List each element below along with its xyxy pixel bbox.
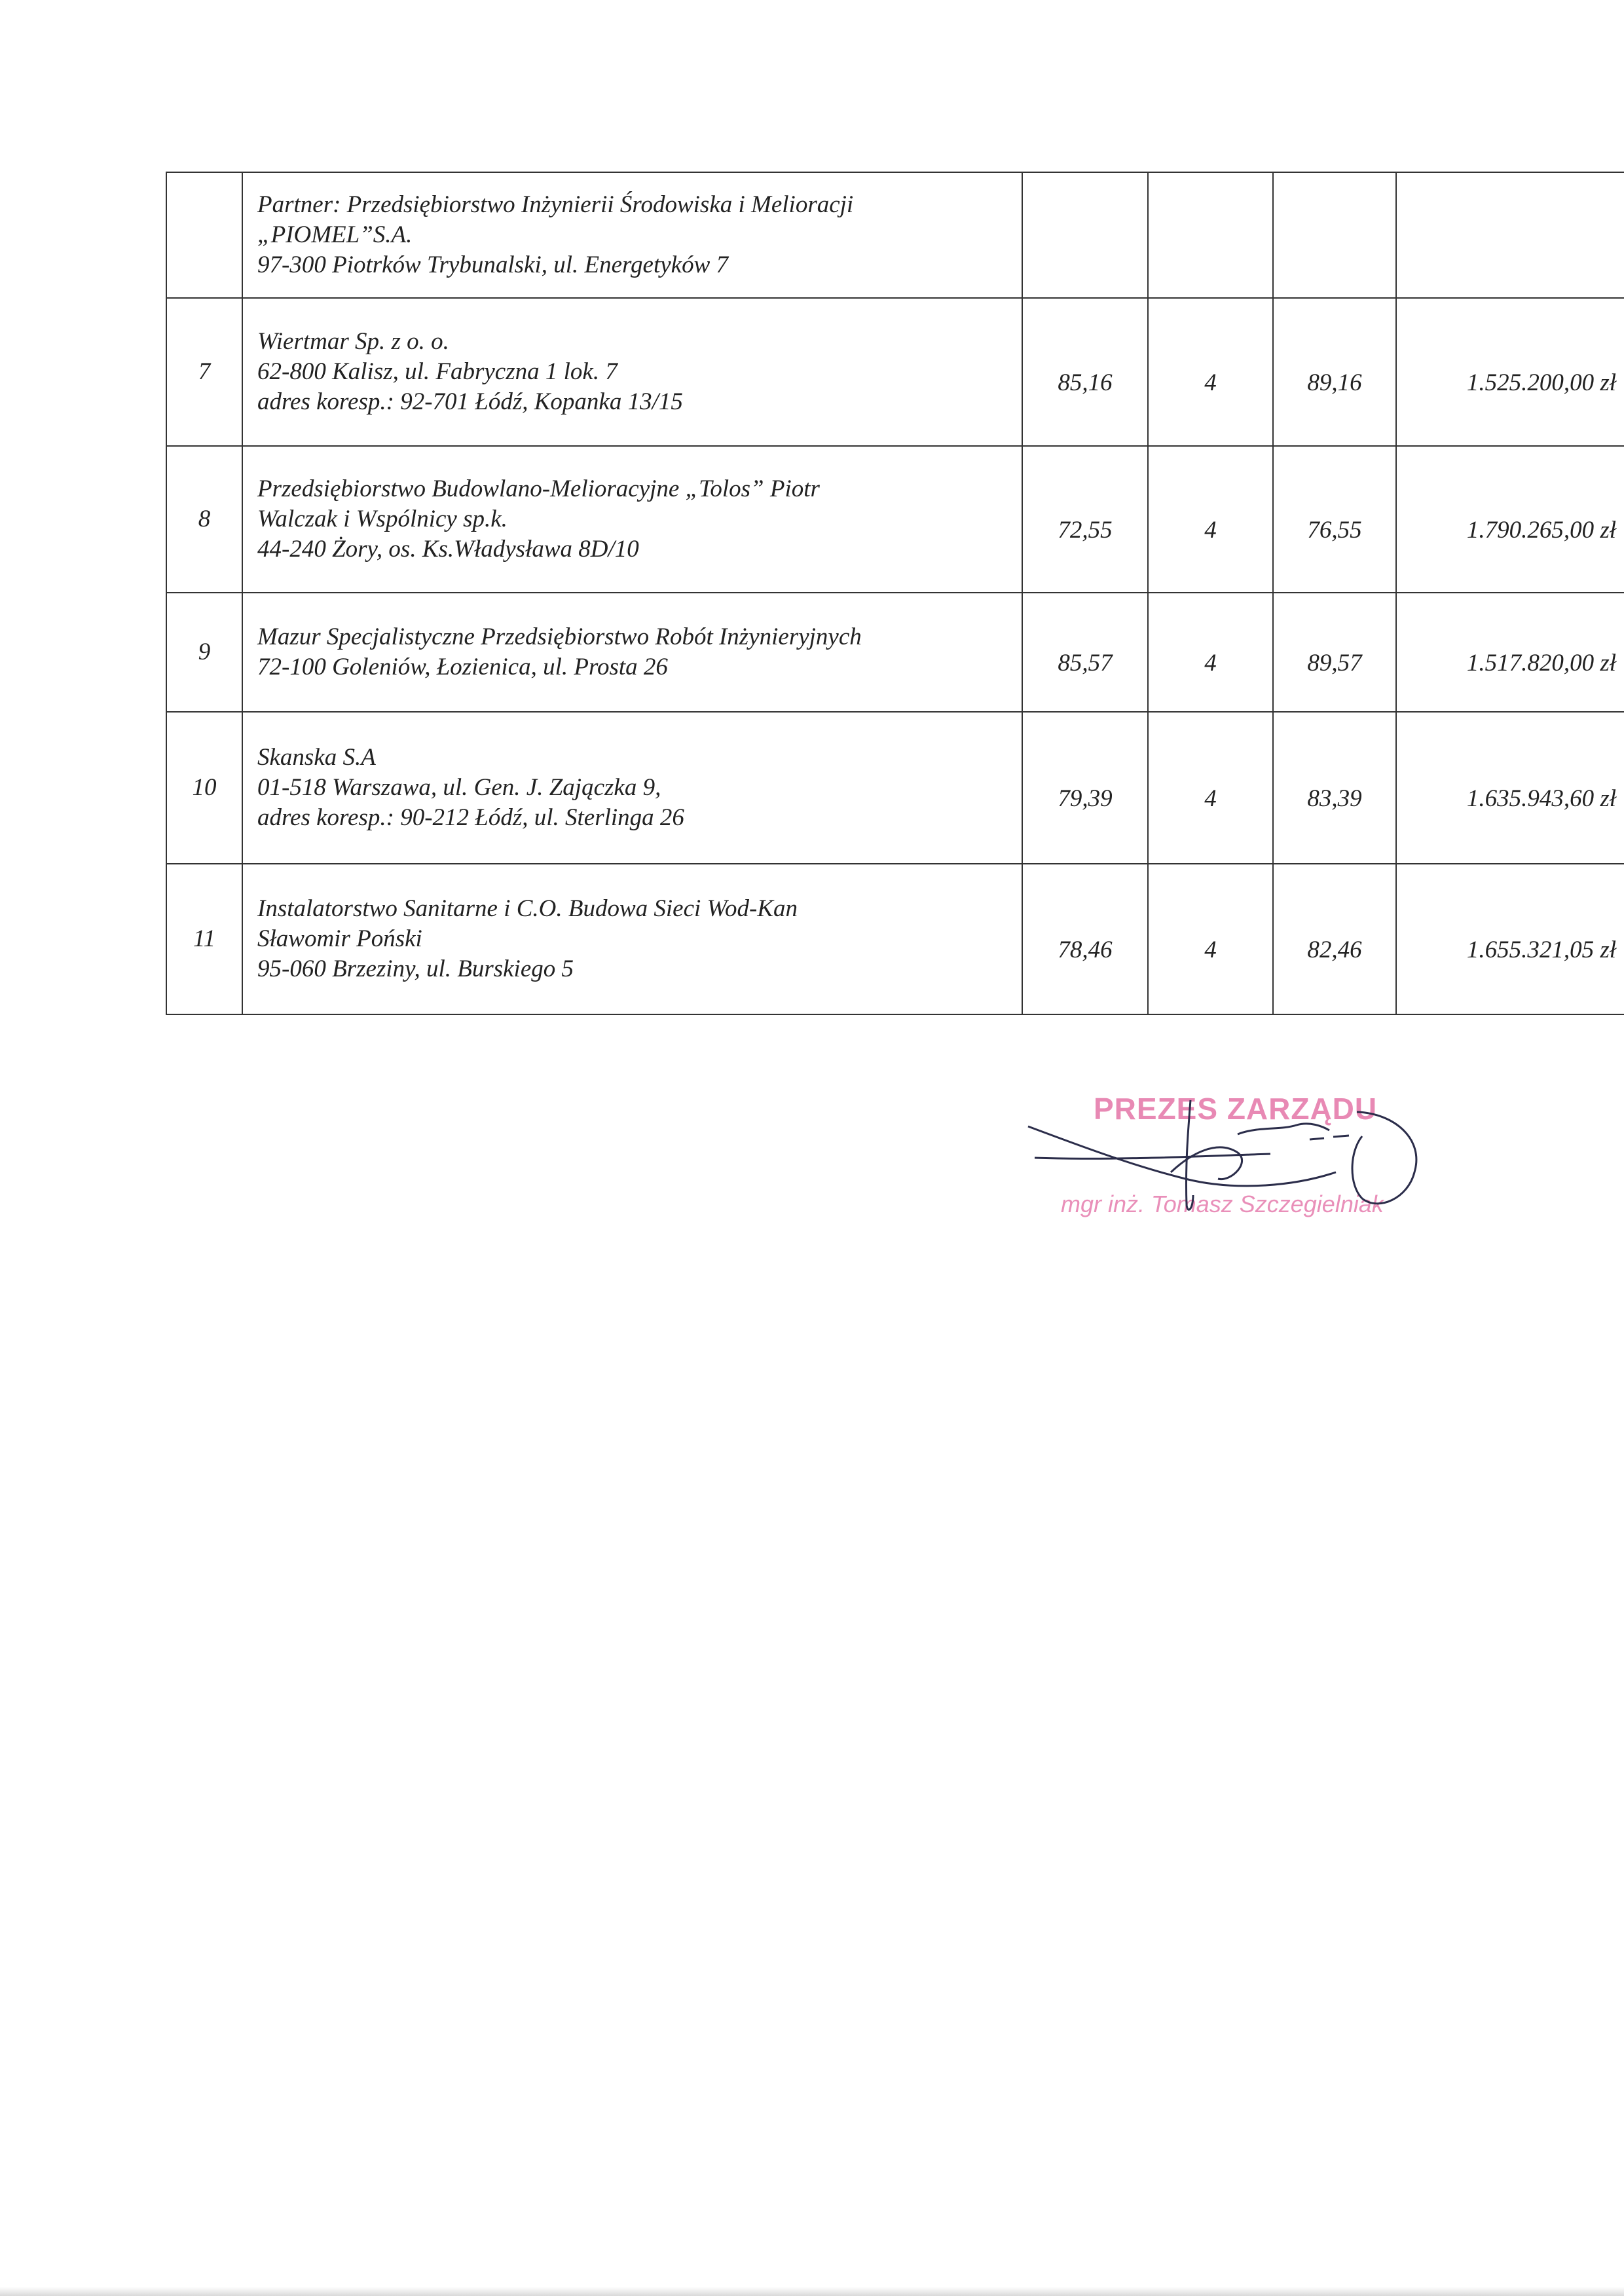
offer-amount: 1.655.321,05 zł: [1396, 864, 1624, 1014]
term-score: 4: [1148, 593, 1273, 712]
offer-amount: 1.517.820,00 zł: [1396, 593, 1624, 712]
row-number: 10: [166, 712, 242, 864]
row-number: [166, 172, 242, 298]
page-edge: [0, 2287, 1624, 2296]
bidder-cell: [242, 864, 1022, 1014]
term-score: 4: [1148, 298, 1273, 446]
total-score: 89,16: [1273, 298, 1396, 446]
offers-table: [166, 172, 1624, 1015]
table-row: [166, 864, 1624, 1014]
total-score: 83,39: [1273, 712, 1396, 864]
price-score: [1022, 172, 1148, 298]
bidder-line: Skanska S.A: [257, 744, 376, 771]
price-score: 85,16: [1022, 298, 1148, 446]
bidder-line: Instalatorstwo Sanitarne i C.O. Budowa Sieci Wod-Kan: [257, 895, 798, 922]
term-score: 4: [1148, 864, 1273, 1014]
bidder-cell: [242, 298, 1022, 446]
table-row: [166, 446, 1624, 593]
table-row: [166, 172, 1624, 298]
total-score: 89,57: [1273, 593, 1396, 712]
total-score: 82,46: [1273, 864, 1396, 1014]
table-row: [166, 593, 1624, 712]
bidder-line: Przedsiębiorstwo Budowlano-Melioracyjne „Tolos” Piotr: [257, 475, 820, 502]
bidder-cell: [242, 712, 1022, 864]
bidder-line: Sławomir Poński: [257, 925, 422, 952]
price-score: 72,55: [1022, 446, 1148, 593]
bidder-line: „PIOMEL”S.A.: [257, 221, 413, 248]
bidder-line: 72-100 Goleniów, Łozienica, ul. Prosta 26: [257, 654, 668, 680]
term-score: 4: [1148, 712, 1273, 864]
bidder-line: Mazur Specjalistyczne Przedsiębiorstwo Robót Inżynieryjnych: [257, 623, 862, 650]
bidder-line: adres koresp.: 90-212 Łódź, ul. Sterlinga 26: [257, 804, 684, 831]
stamp-name: mgr inż. Tomasz Szczegielniak: [1061, 1191, 1384, 1217]
handwritten-signature: [1022, 1074, 1441, 1244]
term-score: [1148, 172, 1273, 298]
term-score: 4: [1148, 446, 1273, 593]
bidder-cell: [242, 593, 1022, 712]
row-number: 7: [166, 298, 242, 446]
row-number: 11: [166, 864, 242, 1014]
total-score: 76,55: [1273, 446, 1396, 593]
price-score: 85,57: [1022, 593, 1148, 712]
table-row: [166, 298, 1624, 446]
row-number: 9: [166, 593, 242, 712]
row-number: 8: [166, 446, 242, 593]
president-stamp: [1022, 1074, 1441, 1244]
bidder-line: 62-800 Kalisz, ul. Fabryczna 1 lok. 7: [257, 358, 618, 385]
bidder-line: Partner: Przedsiębiorstwo Inżynierii Środowiska i Melioracji: [257, 191, 854, 218]
price-score: 79,39: [1022, 712, 1148, 864]
bidder-line: Walczak i Wspólnicy sp.k.: [257, 506, 507, 532]
offer-amount: 1.525.200,00 zł: [1396, 298, 1624, 446]
bidder-line: Wiertmar Sp. z o. o.: [257, 328, 449, 355]
bidder-line: adres koresp.: 92-701 Łódź, Kopanka 13/15: [257, 388, 683, 415]
bidder-line: 44-240 Żory, os. Ks.Władysława 8D/10: [257, 536, 639, 563]
price-score: 78,46: [1022, 864, 1148, 1014]
bidder-cell: [242, 446, 1022, 593]
offer-amount: 1.790.265,00 zł: [1396, 446, 1624, 593]
bidder-line: 95-060 Brzeziny, ul. Burskiego 5: [257, 955, 574, 982]
stamp-title: PREZES ZARZĄDU: [1094, 1092, 1378, 1126]
bidder-line: 01-518 Warszawa, ul. Gen. J. Zajączka 9,: [257, 774, 661, 801]
offer-amount: [1396, 172, 1624, 298]
total-score: [1273, 172, 1396, 298]
bidder-line: 97-300 Piotrków Trybunalski, ul. Energetyków 7: [257, 251, 729, 278]
bidder-cell: [242, 172, 1022, 298]
offer-amount: 1.635.943,60 zł: [1396, 712, 1624, 864]
table-row: [166, 712, 1624, 864]
